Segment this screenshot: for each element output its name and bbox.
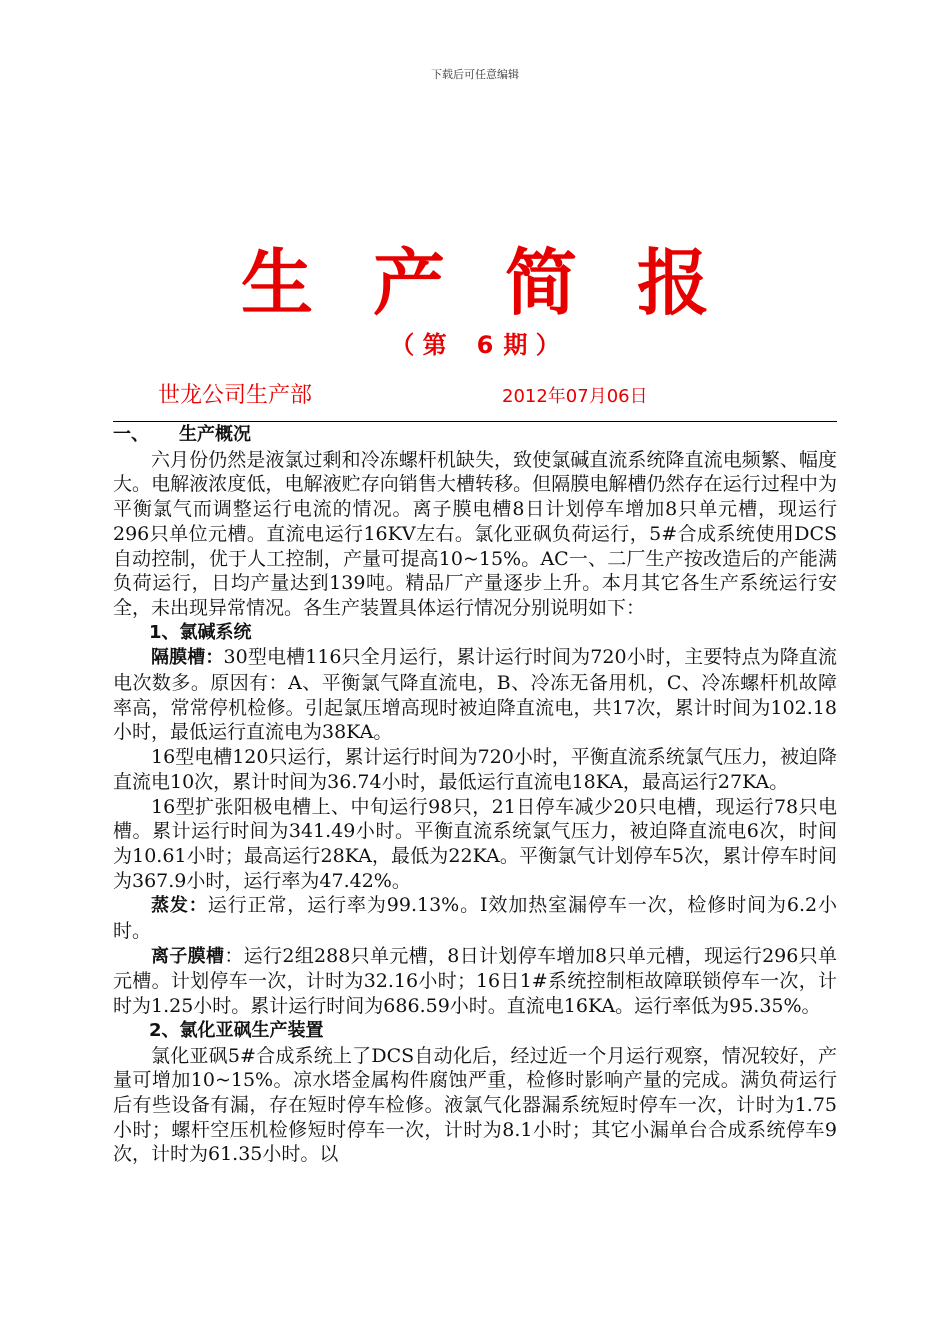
ion-membrane-text: ：运行2组288只单元槽，8日计划停车增加8只单元槽，现运行296只单元槽。计划停车一次，计时为32.16小时；16日1#系统控制柜故障联锁停车一次，计时为1.25小时。累计运行时间为686.59小时。直流电16KA。运行率低为95.35%。 — [113, 944, 837, 1018]
issuer: 世龙公司生产部 — [158, 383, 313, 408]
section-title: 生产概况 — [179, 424, 251, 445]
issue-number — [0, 330, 950, 360]
header-note: 下载后可任意编辑 — [431, 68, 519, 81]
ion-membrane-lead: 离子膜槽 — [151, 945, 225, 967]
issue-open: （ 第 — [390, 331, 447, 359]
diaphragm-paragraph-1 — [113, 645, 837, 745]
subsection-heading-thionyl: 2、氯化亚砜生产装置 — [149, 1019, 324, 1041]
diaphragm-text-1: 30型电槽116只全月运行，累计运行时间为720小时，主要特点为降直流电次数多。原因有：A、平衡氯气降直流电，B、冷冻无备用机，C、冷冻螺杆机故障率高，常常停机检修。引起氯压增高现时被迫降直流电，共17次，累计时间为102.18小时，最低运行直流电为38KA。 — [113, 646, 838, 744]
publish-date: 2012年07月06日 — [502, 386, 648, 407]
issue-number-value: 6 — [476, 331, 494, 359]
subsection-heading-chlor-alkali: 1、氯碱系统 — [149, 621, 252, 643]
intro-paragraph: 六月份仍然是液氯过剩和冷冻螺杆机缺失，致使氯碱直流系统降直流电频繁、幅度大。电解液浓度低，电解液贮存向销售大槽转移。但隔膜电解槽仍然存在运行过程中为平衡氯气而调整运行电流的情况。离子膜电槽8日计划停车增加8只单元槽，现运行296只单位元槽。直流电运行16KV左右。氯化亚砜负荷运行，5#合成系统使用DCS自动控制，优于人工控制，产量可提高10~15%。AC一、二厂生产按改造后的产能满负荷运行，日均产量达到139吨。精品厂产量逐步上升。本月其它各生产系统运行安全，未出现异常情况。各生产装置具体运行情况分别说明如下： — [113, 448, 837, 619]
evaporation-paragraph — [113, 893, 837, 943]
thionyl-paragraph: 氯化亚砜5#合成系统上了DCS自动化后，经过近一个月运行观察，情况较好，产量可增加10~15%。凉水塔金属构件腐蚀严重，检修时影响产量的完成。满负荷运行后有些设备有漏，存在短时停车检修。液氯气化器漏系统短时停车一次，计时为1.75小时；螺杆空压机检修短时停车一次，计时为8.1小时；其它小漏单台合成系统停车9次，计时为61.35小时。以 — [113, 1044, 837, 1166]
diaphragm-lead: 隔膜槽： — [151, 647, 224, 669]
document-body — [113, 423, 837, 1167]
evaporation-lead: 蒸发： — [151, 895, 208, 917]
diaphragm-paragraph-3: 16型扩张阳极电槽上、中旬运行98只，21日停车减少20只电槽，现运行78只电槽。累计运行时间为341.49小时。平衡直流系统氯气压力，被迫降直流电6次，时间为10.61小时；最高运行28KA，最低为22KA。平衡氯气计划停车5次，累计停车时间为367.9小时，运行率为47.42%。 — [113, 795, 837, 892]
section-number: 一、 — [113, 424, 149, 445]
diaphragm-paragraph-2: 16型电槽120只运行，累计运行时间为720小时，平衡直流系统氯气压力，被迫降直流电10次，累计时间为36.74小时，最低运行直流电18KA，最高运行27KA。 — [113, 746, 837, 793]
section-heading — [113, 423, 837, 448]
evaporation-text: 运行正常，运行率为99.13%。Ⅰ效加热室漏停车一次，检修时间为6.2小时。 — [113, 894, 838, 943]
ion-membrane-paragraph — [113, 944, 837, 1019]
document-title: 生产简报 — [240, 241, 769, 325]
divider-line — [113, 421, 837, 422]
issue-close: 期 ） — [503, 331, 560, 359]
